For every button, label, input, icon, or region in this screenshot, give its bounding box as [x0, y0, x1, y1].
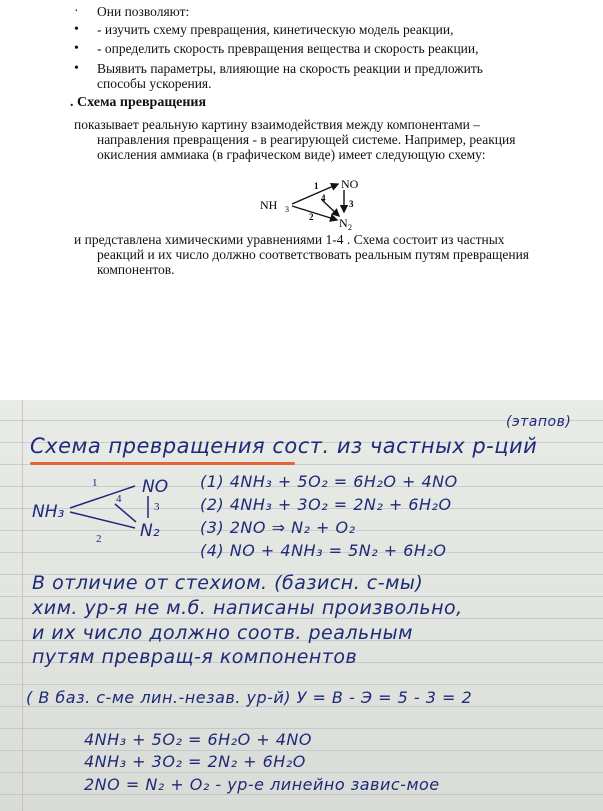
- hw-arrow-label: 3: [154, 501, 160, 513]
- bullet-text: - определить скорость превращения вещества и скорость реакции,: [97, 41, 479, 56]
- hw-arrow-label: 1: [92, 477, 98, 489]
- hw-paragraph-line: В отличие от стехиом. (базисн. с-мы): [32, 572, 424, 594]
- hw-n2: N₂: [140, 521, 160, 541]
- hw-equation: (1) 4NH₃ + 5O₂ = 6H₂O + 4NO: [200, 472, 458, 491]
- bullet-marker: •: [74, 61, 79, 76]
- bullet-marker: ·: [74, 4, 79, 19]
- section-heading: [70, 95, 206, 111]
- hw-equation: (2) 4NH₃ + 3O₂ = 2N₂ + 6H₂O: [200, 495, 452, 514]
- arrow-label: 2: [309, 212, 314, 222]
- hw-arrow-2: [70, 512, 135, 528]
- heading-prefix: .: [70, 95, 74, 110]
- heading-text: Схема превращения: [77, 95, 207, 110]
- hw-equation: (4) NO + 4NH₃ = 5N₂ + 6H₂O: [200, 541, 447, 560]
- hw-basis-equation: 4NH₃ + 3O₂ = 2N₂ + 6H₂O: [84, 752, 306, 771]
- bullet-text: Они позволяют:: [97, 4, 190, 19]
- paragraph-line: компонентов.: [97, 262, 175, 277]
- n2-label: N: [339, 216, 348, 230]
- nh3-subscript: 3: [285, 205, 289, 214]
- paragraph-line: реакций и их число должно соответствовать реальным путям превращения: [97, 247, 530, 262]
- paragraph-line: и представлена химическими уравнениями 1-4 . Схема состоит из частных: [74, 232, 505, 247]
- handwritten-scheme: [30, 476, 190, 546]
- notes-title: Схема превращения сост. из частных р-ций: [30, 434, 538, 458]
- paragraph-line: показывает реальную картину взаимодействия между компонентами –: [74, 117, 481, 132]
- notebook-rule: [0, 750, 603, 751]
- hw-basis-equation: 2NO = N₂ + O₂ - ур-е линейно завис-мое: [84, 775, 440, 794]
- reaction-scheme-diagram: [255, 172, 375, 230]
- title-underline: [30, 462, 295, 465]
- hw-paragraph-line: и их число должно соотв. реальным: [32, 622, 413, 644]
- hw-arrow-4: [115, 504, 136, 522]
- bullet-text-continued: способы ускорения.: [97, 76, 212, 91]
- hw-paragraph-line: хим. ур-я не м.б. написаны произвольно,: [32, 597, 463, 619]
- hw-arrow-label: 4: [116, 493, 122, 505]
- hw-paragraph-line: путям превращ-я компонентов: [32, 646, 358, 668]
- hw-nh3: NH₃: [32, 502, 65, 522]
- arrow-label: 3: [349, 199, 354, 209]
- hw-arrow-1: [70, 486, 135, 508]
- bullet-marker: •: [74, 22, 79, 37]
- handwritten-notes-photo: [0, 400, 603, 811]
- bullet-text: Выявить параметры, влияющие на скорость реакции и предложить: [97, 61, 483, 76]
- n2-subscript: 2: [348, 223, 352, 230]
- hw-no: NO: [142, 477, 169, 497]
- hw-degrees-of-freedom: ( В баз. с-ме лин.-незав. ур-й) У = В - Э = 5 - 3 = 2: [26, 688, 473, 707]
- bullet-text: - изучить схему превращения, кинетическую модель реакции,: [97, 22, 454, 37]
- arrow-label: 4: [321, 193, 326, 203]
- hw-arrow-label: 2: [96, 533, 102, 545]
- arrow-label: 1: [314, 181, 319, 191]
- notebook-rule: [0, 772, 603, 773]
- bullet-marker: •: [74, 41, 79, 56]
- nh3-label: NH: [260, 198, 278, 212]
- notebook-rule: [0, 728, 603, 729]
- paragraph-line: окисления аммиака (в графическом виде) имеет следующую схему:: [97, 147, 486, 162]
- notebook-rule: [0, 684, 603, 685]
- printed-textbook-section: [0, 0, 603, 400]
- hw-basis-equation: 4NH₃ + 5O₂ = 6H₂O + 4NO: [84, 730, 312, 749]
- corner-note: (этапов): [506, 414, 572, 430]
- notebook-rule: [0, 794, 603, 795]
- no-label: NO: [341, 177, 359, 191]
- paragraph-line: направления превращения - в реагирующей системе. Например, реакция: [97, 132, 516, 147]
- hw-equation: (3) 2NO ⇒ N₂ + O₂: [200, 518, 356, 537]
